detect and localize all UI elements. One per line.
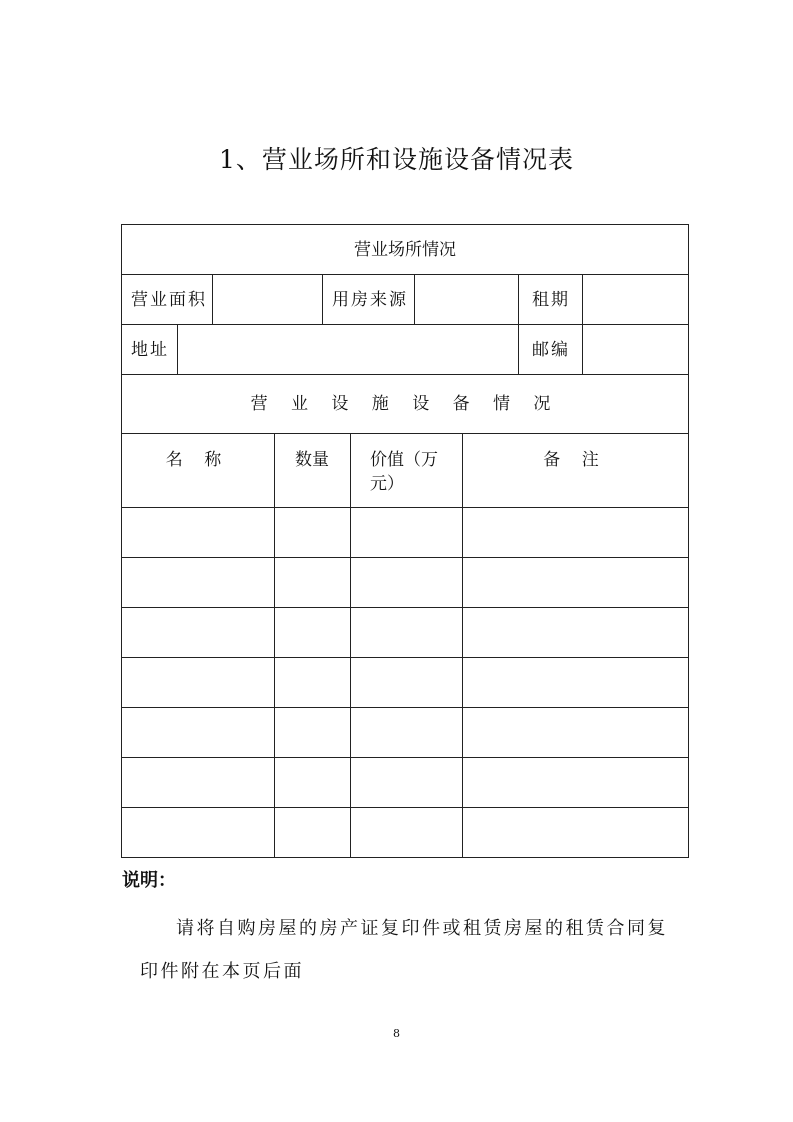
- cell-name[interactable]: [125, 720, 270, 744]
- table-rule: [121, 557, 689, 558]
- equipment-heading: 营 业 设 施 设 备 情 况: [250, 394, 560, 414]
- cell-remarks[interactable]: [466, 670, 684, 694]
- page-number: 8: [393, 1027, 400, 1040]
- cell-name[interactable]: [125, 670, 270, 694]
- cell-name[interactable]: [125, 520, 270, 544]
- table-col-rule: [274, 433, 275, 857]
- table-border-right: [688, 224, 689, 858]
- table-col-rule: [177, 324, 178, 374]
- page-title: 1、营业场所和设施设备情况表: [219, 145, 574, 174]
- cell-quantity[interactable]: [278, 820, 346, 844]
- table-rule: [121, 274, 689, 275]
- column-header-value: [370, 448, 460, 496]
- area-label: 营业面积: [131, 290, 207, 310]
- cell-quantity[interactable]: [278, 570, 346, 594]
- cell-remarks[interactable]: [466, 770, 684, 794]
- cell-value[interactable]: [354, 820, 458, 844]
- cell-name[interactable]: [125, 820, 270, 844]
- cell-name[interactable]: [125, 620, 270, 644]
- cell-value[interactable]: [354, 670, 458, 694]
- table-rule: [121, 807, 689, 808]
- table-rule: [121, 433, 689, 434]
- table-col-rule: [462, 433, 463, 857]
- cell-name[interactable]: [125, 570, 270, 594]
- table-border-bottom: [121, 857, 689, 858]
- premises-heading: 营业场所情况: [354, 240, 456, 260]
- cell-name[interactable]: [125, 770, 270, 794]
- table-rule: [121, 657, 689, 658]
- area-field[interactable]: [216, 288, 316, 312]
- column-header-quantity: 数量: [295, 450, 329, 470]
- cell-quantity[interactable]: [278, 720, 346, 744]
- cell-remarks[interactable]: [466, 520, 684, 544]
- source-field[interactable]: [418, 288, 514, 312]
- table-rule: [121, 374, 689, 375]
- column-header-value-line1: 价值（万: [370, 450, 438, 470]
- lease-label: 租期: [532, 290, 570, 310]
- postcode-field[interactable]: [586, 338, 684, 362]
- table-col-rule: [414, 274, 415, 324]
- cell-value[interactable]: [354, 620, 458, 644]
- address-label: 地址: [131, 340, 169, 360]
- table-col-rule: [582, 274, 583, 374]
- table-col-rule: [350, 433, 351, 857]
- column-header-name: 名 称: [165, 450, 230, 470]
- cell-value[interactable]: [354, 570, 458, 594]
- postcode-label: 邮编: [532, 340, 570, 360]
- cell-remarks[interactable]: [466, 570, 684, 594]
- table-col-rule: [322, 274, 323, 324]
- column-header-value-line2: 元）: [370, 474, 404, 494]
- table-col-rule: [518, 274, 519, 324]
- cell-quantity[interactable]: [278, 620, 346, 644]
- cell-remarks[interactable]: [466, 820, 684, 844]
- lease-field[interactable]: [586, 288, 684, 312]
- table-col-rule: [212, 274, 213, 324]
- notes-heading: 说明：: [122, 870, 176, 891]
- cell-value[interactable]: [354, 770, 458, 794]
- table-rule: [121, 607, 689, 608]
- table-rule: [121, 757, 689, 758]
- cell-quantity[interactable]: [278, 670, 346, 694]
- table-rule: [121, 707, 689, 708]
- cell-quantity[interactable]: [278, 770, 346, 794]
- table-col-rule: [518, 324, 519, 374]
- table-border-top: [121, 224, 689, 225]
- address-field[interactable]: [181, 338, 514, 362]
- column-header-remarks: 备 注: [543, 450, 607, 470]
- notes-body: 请将自购房屋的房产证复印件或租赁房屋的租赁合同复印件附在本页后面: [140, 918, 668, 982]
- table-rule: [121, 324, 689, 325]
- source-label: 用房来源: [332, 290, 408, 310]
- cell-value[interactable]: [354, 720, 458, 744]
- table-border-left: [121, 224, 122, 858]
- cell-quantity[interactable]: [278, 520, 346, 544]
- table-rule: [121, 507, 689, 508]
- cell-remarks[interactable]: [466, 620, 684, 644]
- cell-remarks[interactable]: [466, 720, 684, 744]
- cell-value[interactable]: [354, 520, 458, 544]
